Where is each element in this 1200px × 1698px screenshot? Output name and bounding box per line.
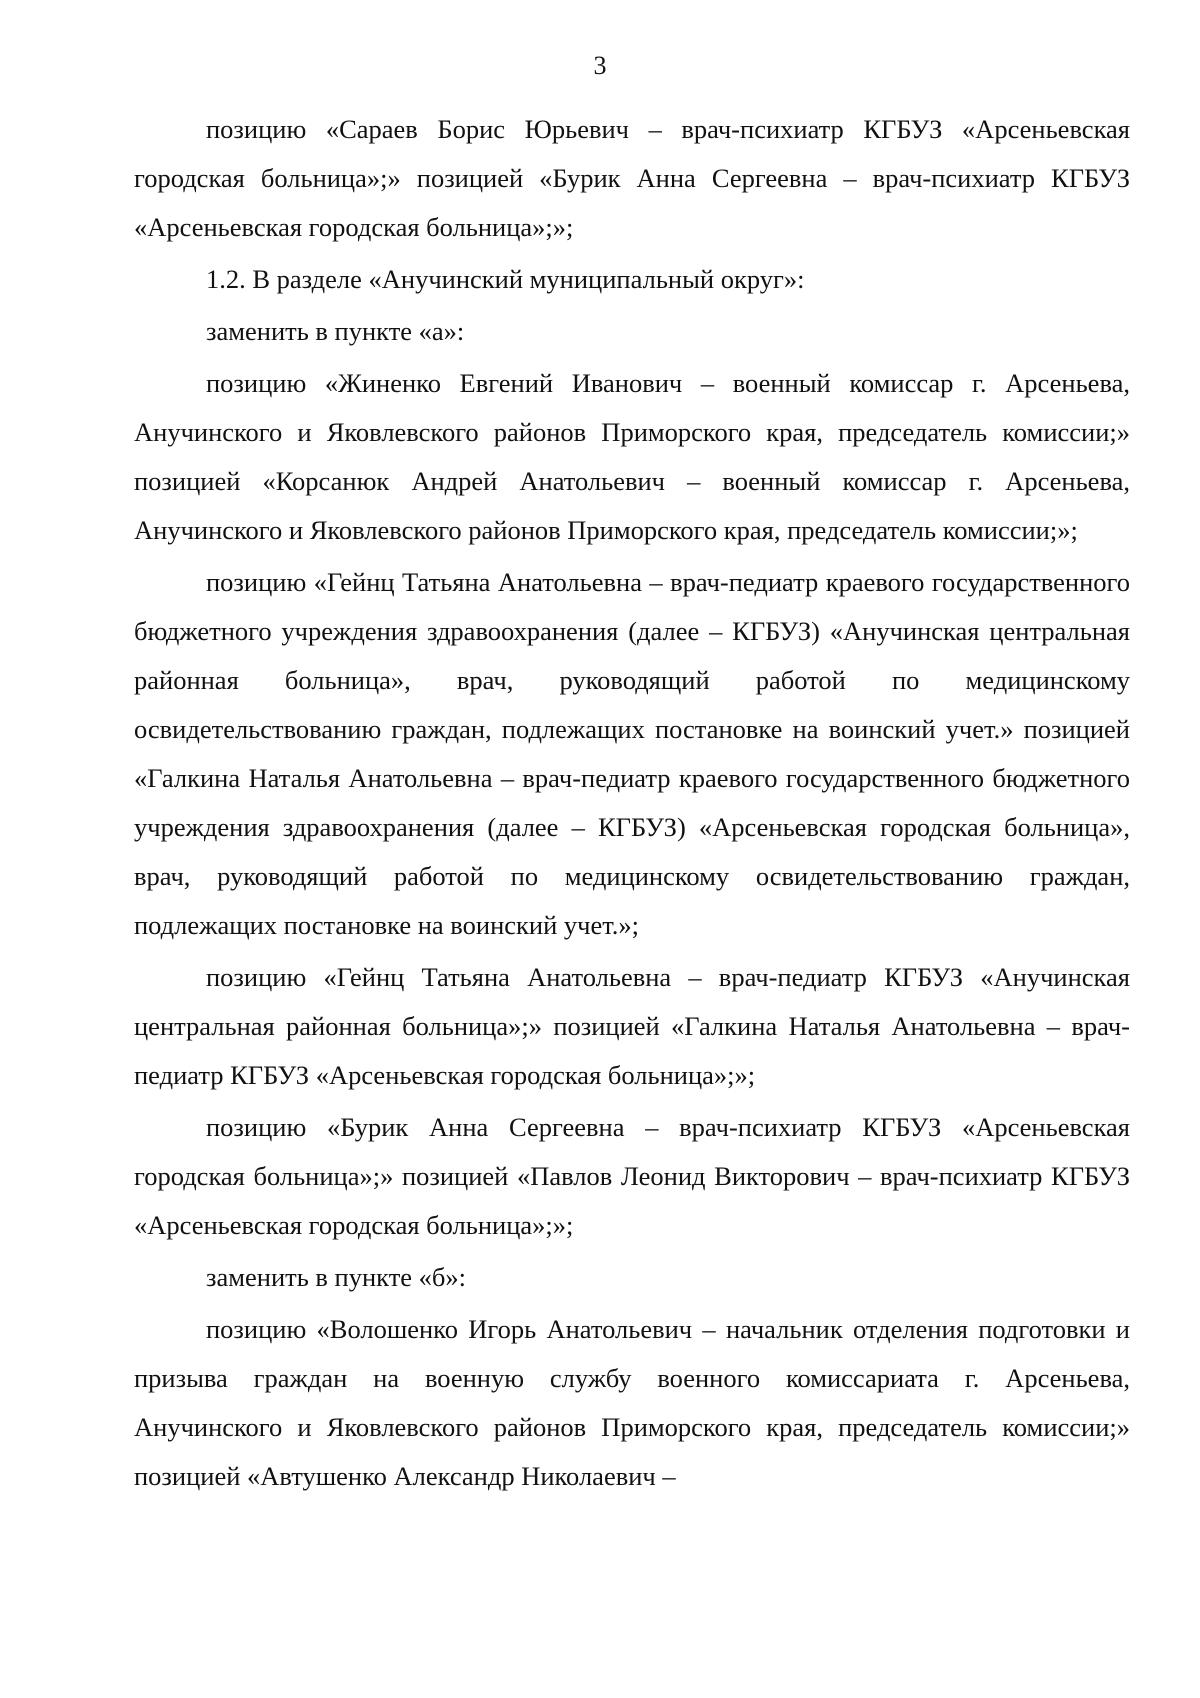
paragraph-burik-replacement: позицию «Бурик Анна Сергеевна – врач-психиатр КГБУЗ «Арсеньевская городская больница»;» позицией «Павлов Леонид Викторович – врач-психиатр КГБУЗ «Арсеньевская городская больница»;»; bbox=[134, 1112, 1130, 1240]
replace-in-item-b: заменить в пункте «б»: bbox=[206, 1262, 467, 1292]
paragraph-zhinenko-replacement: позицию «Жиненко Евгений Иванович – военный комиссар г. Арсеньева, Анучинского и Яковлевского районов Приморского края, председатель комиссии;» позицией «Корсанюк Андрей Анатольевич – военный комиссар г. Арсеньева, Анучинского и Яковлевского районов Приморского края, председатель комиссии;»; bbox=[134, 368, 1130, 545]
page-number: 3 bbox=[593, 51, 607, 80]
paragraph-saraev-replacement: позицию «Сараев Борис Юрьевич – врач-психиатр КГБУЗ «Арсеньевская городская больница»;» позицией «Бурик Анна Сергеевна – врач-психиатр КГБУЗ «Арсеньевская городская больница»;»; bbox=[134, 114, 1130, 242]
replace-in-item-a: заменить в пункте «а»: bbox=[206, 316, 465, 346]
document-body bbox=[134, 105, 1130, 1504]
section-heading-anuchinsky: 1.2. В разделе «Анучинский муниципальный округ»: bbox=[206, 264, 805, 294]
paragraph-geints-replacement-full: позицию «Гейнц Татьяна Анатольевна – врач-педиатр краевого государственного бюджетного учреждения здравоохранения (далее – КГБУЗ) «Анучинская центральная районная больница», врач, руководящий работой по медицинскому освидетельствованию граждан, подлежащих постановке на воинский учет.» позицией «Галкина Наталья Анатольевна – врач-педиатр краевого государственного бюджетного учреждения здравоохранения (далее – КГБУЗ) «Арсеньевская городская больница», врач, руководящий работой по медицинскому освидетельствованию граждан, подлежащих постановке на воинский учет.»; bbox=[134, 567, 1130, 940]
paragraph-voloshenko-replacement: позицию «Волошенко Игорь Анатольевич – начальник отделения подготовки и призыва граждан на военную службу военного комиссариата г. Арсеньева, Анучинского и Яковлевского районов Приморского края, председатель комиссии;» позицией «Автушенко Александр Николаевич – bbox=[134, 1314, 1130, 1491]
paragraph-geints-replacement-short: позицию «Гейнц Татьяна Анатольевна – врач-педиатр КГБУЗ «Анучинская центральная районная больница»;» позицией «Галкина Наталья Анатольевна – врач-педиатр КГБУЗ «Арсеньевская городская больница»;»; bbox=[134, 962, 1130, 1090]
